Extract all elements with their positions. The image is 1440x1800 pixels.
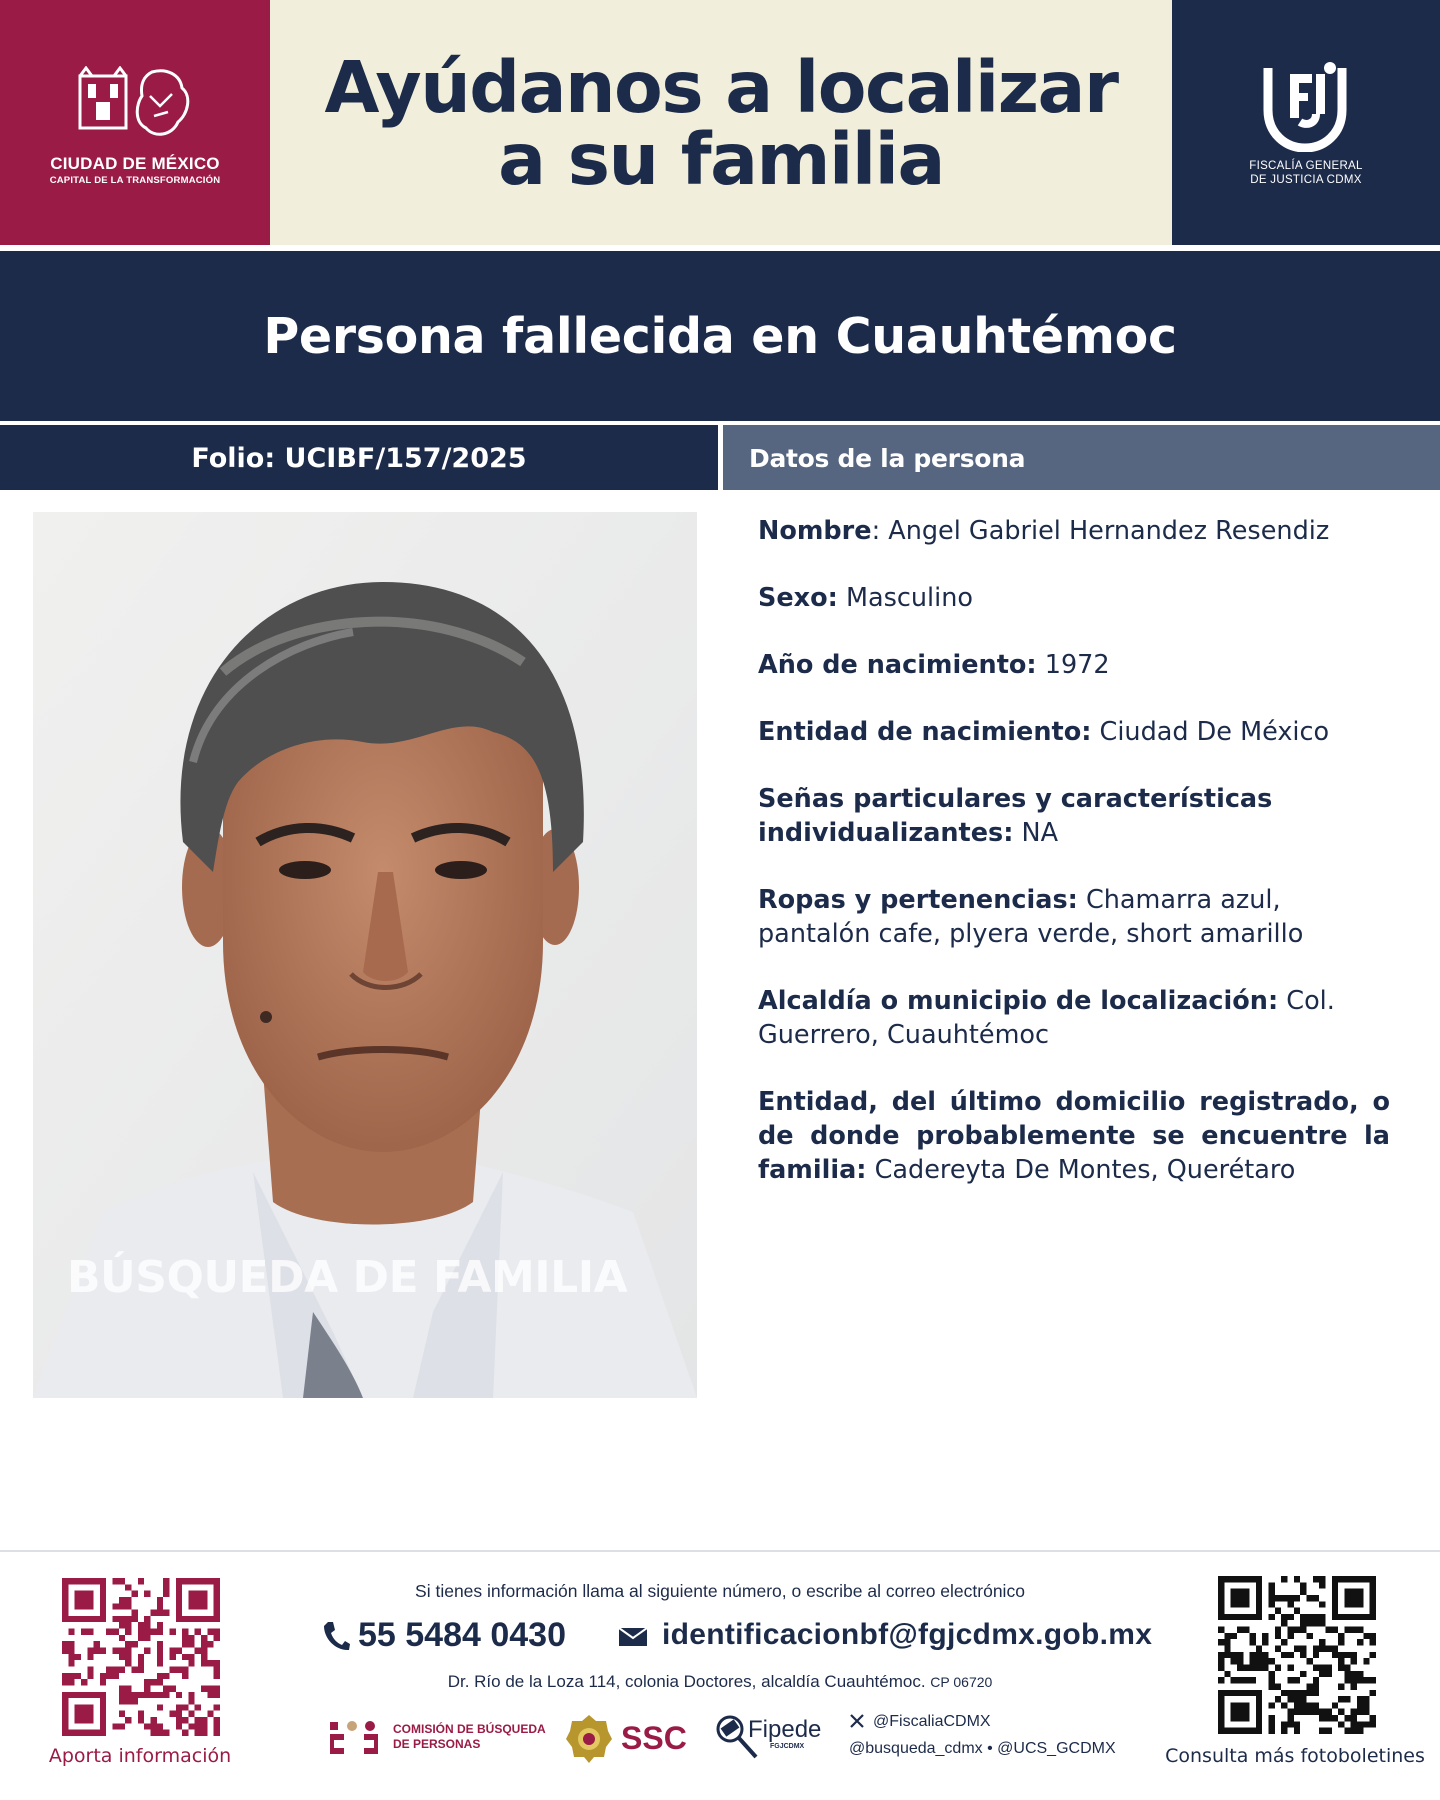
field-ropas [758,883,1390,951]
footer-divider [0,1550,1440,1552]
mail-icon [618,1627,648,1647]
field-entidad-domicilio-value: Cadereyta De Montes, Querétaro [874,1155,1296,1185]
field-entidad-nacimiento-value: Ciudad De México [1099,717,1330,747]
field-sexo-label: Sexo: [758,583,838,613]
header-title-line2: a su familia [498,118,944,201]
field-senas-value: NA [1021,818,1059,848]
qr-left-caption: Aporta información [48,1745,232,1767]
field-sexo-value: Masculino [845,583,973,613]
cdmx-name: CIUDAD DE MÉXICO [50,154,220,173]
fgj-name-line1: FISCALÍA GENERAL [1249,160,1363,172]
qr-code-fotoboletines[interactable] [1218,1576,1376,1734]
office-postal-code: CP 06720 [930,1674,993,1690]
field-entidad-domicilio-label: Entidad, del último domicilio registrado, o de donde probablemente se encuentre la familia: [758,1087,1390,1185]
field-sexo-sep [838,583,846,613]
fipede-subtitle: FGJCDMX [770,1743,805,1750]
field-ropas-sep [1078,885,1086,915]
person-photo [33,512,697,1398]
field-alcaldia-value: Col. Guerrero, Cuauhtémoc [758,986,1335,1050]
fgj-name-line2: DE JUSTICIA CDMX [1250,174,1362,186]
social-handles-other[interactable]: @busqueda_cdmx • @UCS_GCDMX [849,1740,1116,1757]
field-entidad-nacimiento [758,715,1390,749]
person-data-list [758,514,1390,1220]
field-senas-label: Señas particulares y características individualizantes: [758,784,1273,848]
comision-busqueda-name [393,1722,546,1752]
social-handle-fiscalia[interactable]: @FiscaliaCDMX [873,1713,991,1730]
field-entidad-nacimiento-sep [1091,717,1099,747]
field-senas [758,782,1390,850]
cdmx-subtitle: CAPITAL DE LA TRANSFORMACIÓN [49,175,221,186]
header-title [270,46,1172,201]
field-ano-nacimiento [758,648,1390,682]
field-nombre-sep: : [871,516,889,546]
field-nombre [758,514,1390,548]
phone-icon [322,1620,350,1652]
field-entidad-domicilio [758,1085,1390,1187]
comision-busqueda-line1: COMISIÓN DE BÚSQUEDA [393,1722,546,1736]
field-alcaldia-label: Alcaldía o municipio de localización: [758,986,1279,1016]
fipede-name: Fipede [748,1716,822,1743]
cdmx-emblem-icon [76,66,196,146]
photo-watermark: BÚSQUEDA DE FAMILIA [67,1252,628,1303]
banner-title: Persona fallecida en Cuauhtémoc [263,308,1177,365]
folio-number: Folio: UCIBF/157/2025 [191,443,527,474]
field-entidad-nacimiento-label: Entidad de nacimiento: [758,717,1092,747]
fgj-logo-icon [1260,60,1350,152]
field-nombre-value: Angel Gabriel Hernandez Resendiz [888,516,1330,546]
contact-instructions: Si tienes información llama al siguiente número, o escribe al correo electrónico [415,1581,1025,1601]
qr-right-caption: Consulta más fotoboletines [1165,1745,1425,1767]
field-senas-sep [1013,818,1021,848]
qr-code-aporta-informacion[interactable] [62,1578,220,1736]
field-sexo [758,581,1390,615]
field-ropas-value: Chamarra azul, pantalón cafe, plyera verde, short amarillo [758,885,1304,949]
field-entidad-domicilio-sep [867,1155,875,1185]
comision-busqueda-line2: DE PERSONAS [393,1737,481,1751]
field-ano-nacimiento-label: Año de nacimiento: [758,650,1037,680]
datos-heading: Datos de la persona [749,444,1026,473]
header-title-line1: Ayúdanos a localizar [324,46,1118,129]
field-ropas-label: Ropas y pertenencias: [758,885,1078,915]
ssc-name: SSC [621,1720,687,1756]
ssc-badge-icon [566,1713,612,1763]
field-ano-nacimiento-value: 1972 [1044,650,1110,680]
field-alcaldia [758,984,1390,1052]
contact-phone[interactable]: 55 5484 0430 [358,1616,566,1654]
x-social-icon [850,1714,864,1728]
contact-email[interactable]: identificacionbf@fgjcdmx.gob.mx [662,1618,1153,1651]
field-nombre-label: Nombre [758,516,872,546]
comision-busqueda-logo-icon [328,1720,380,1756]
office-address [280,1672,1160,1692]
field-ano-nacimiento-sep [1037,650,1045,680]
office-address-text: Dr. Río de la Loza 114, colonia Doctores, alcaldía Cuauhtémoc. [447,1672,926,1691]
